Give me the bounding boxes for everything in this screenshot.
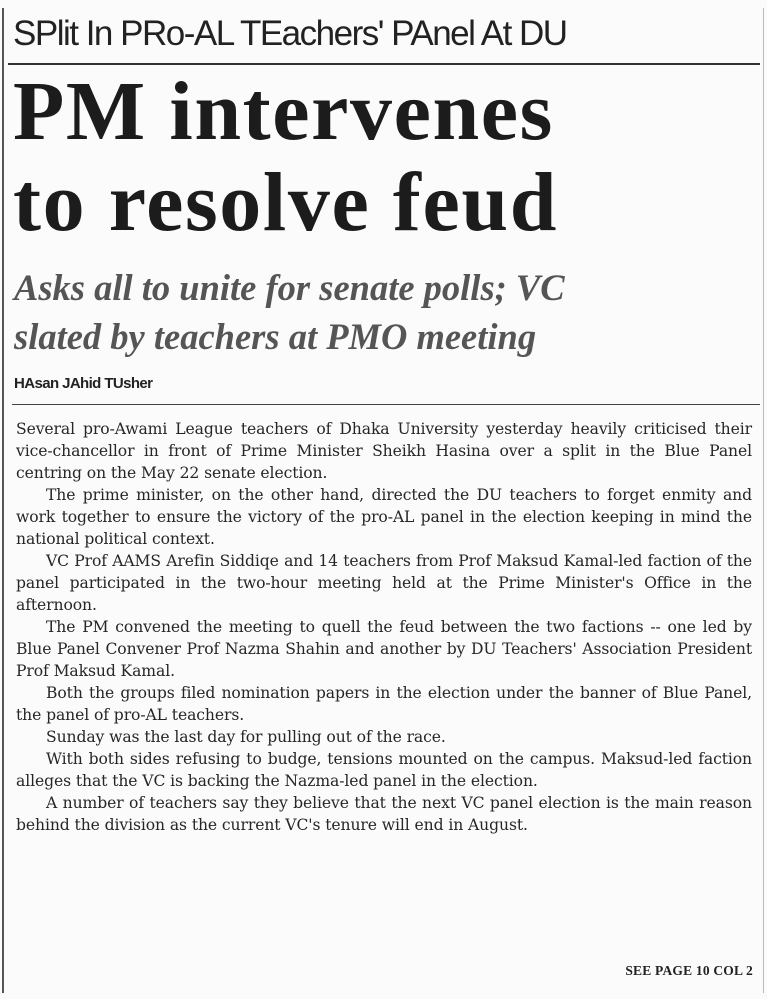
paragraph: Sunday was the last day for pulling out of the race.	[46, 728, 446, 746]
paragraph: The prime minister, on the other hand, directed the DU teachers to forget enmity and work together to ensure the victory of the pro-AL panel in the election keeping in mind the national political context.	[16, 486, 752, 548]
headline-line-2: to resolve feud	[13, 156, 559, 249]
headline	[13, 66, 558, 248]
subheadline-line-2: slated by teachers at PMO meeting	[14, 316, 537, 357]
subheadline	[14, 263, 565, 361]
subheadline-line-1: Asks all to unite for senate polls; VC	[14, 267, 565, 308]
right-column-rule	[763, 8, 764, 993]
paragraph: Several pro-Awami League teachers of Dhaka University yesterday heavily criticised their vice-chancellor in front of Prime Minister Sheikh Hasina over a split in the Blue Panel centring on the May 22 senate election.	[16, 420, 752, 482]
paragraph: A number of teachers say they believe that the next VC panel election is the main reason behind the division as the current VC's tenure will end in August.	[16, 794, 752, 834]
paragraph: The PM convened the meeting to quell the feud between the two factions -- one led by Blue Panel Convener Prof Nazma Shahin and another by DU Teachers' Association President Prof Maksud Kamal.	[16, 618, 752, 680]
byline-divider	[12, 404, 760, 405]
headline-line-1: PM intervenes	[13, 65, 554, 158]
article-body	[16, 418, 752, 836]
paragraph: Both the groups filed nomination papers in the election under the banner of Blue Panel, the panel of pro-AL teachers.	[16, 684, 752, 724]
left-column-rule	[2, 8, 4, 993]
paragraph: VC Prof AAMS Arefin Siddiqe and 14 teachers from Prof Maksud Kamal-led faction of the panel participated in the two-hour meeting held at the Prime Minister's Office in the afternoon.	[16, 552, 752, 614]
continuation-jump: SEE PAGE 10 COL 2	[625, 963, 753, 978]
paragraph: With both sides refusing to budge, tensions mounted on the campus. Maksud-led faction alleges that the VC is backing the Nazma-led panel in the election.	[16, 750, 752, 790]
byline: HAsan JAhid TUsher	[14, 375, 153, 392]
kicker: SPlit In PRo-AL TEachers' PAnel At DU	[13, 14, 567, 53]
